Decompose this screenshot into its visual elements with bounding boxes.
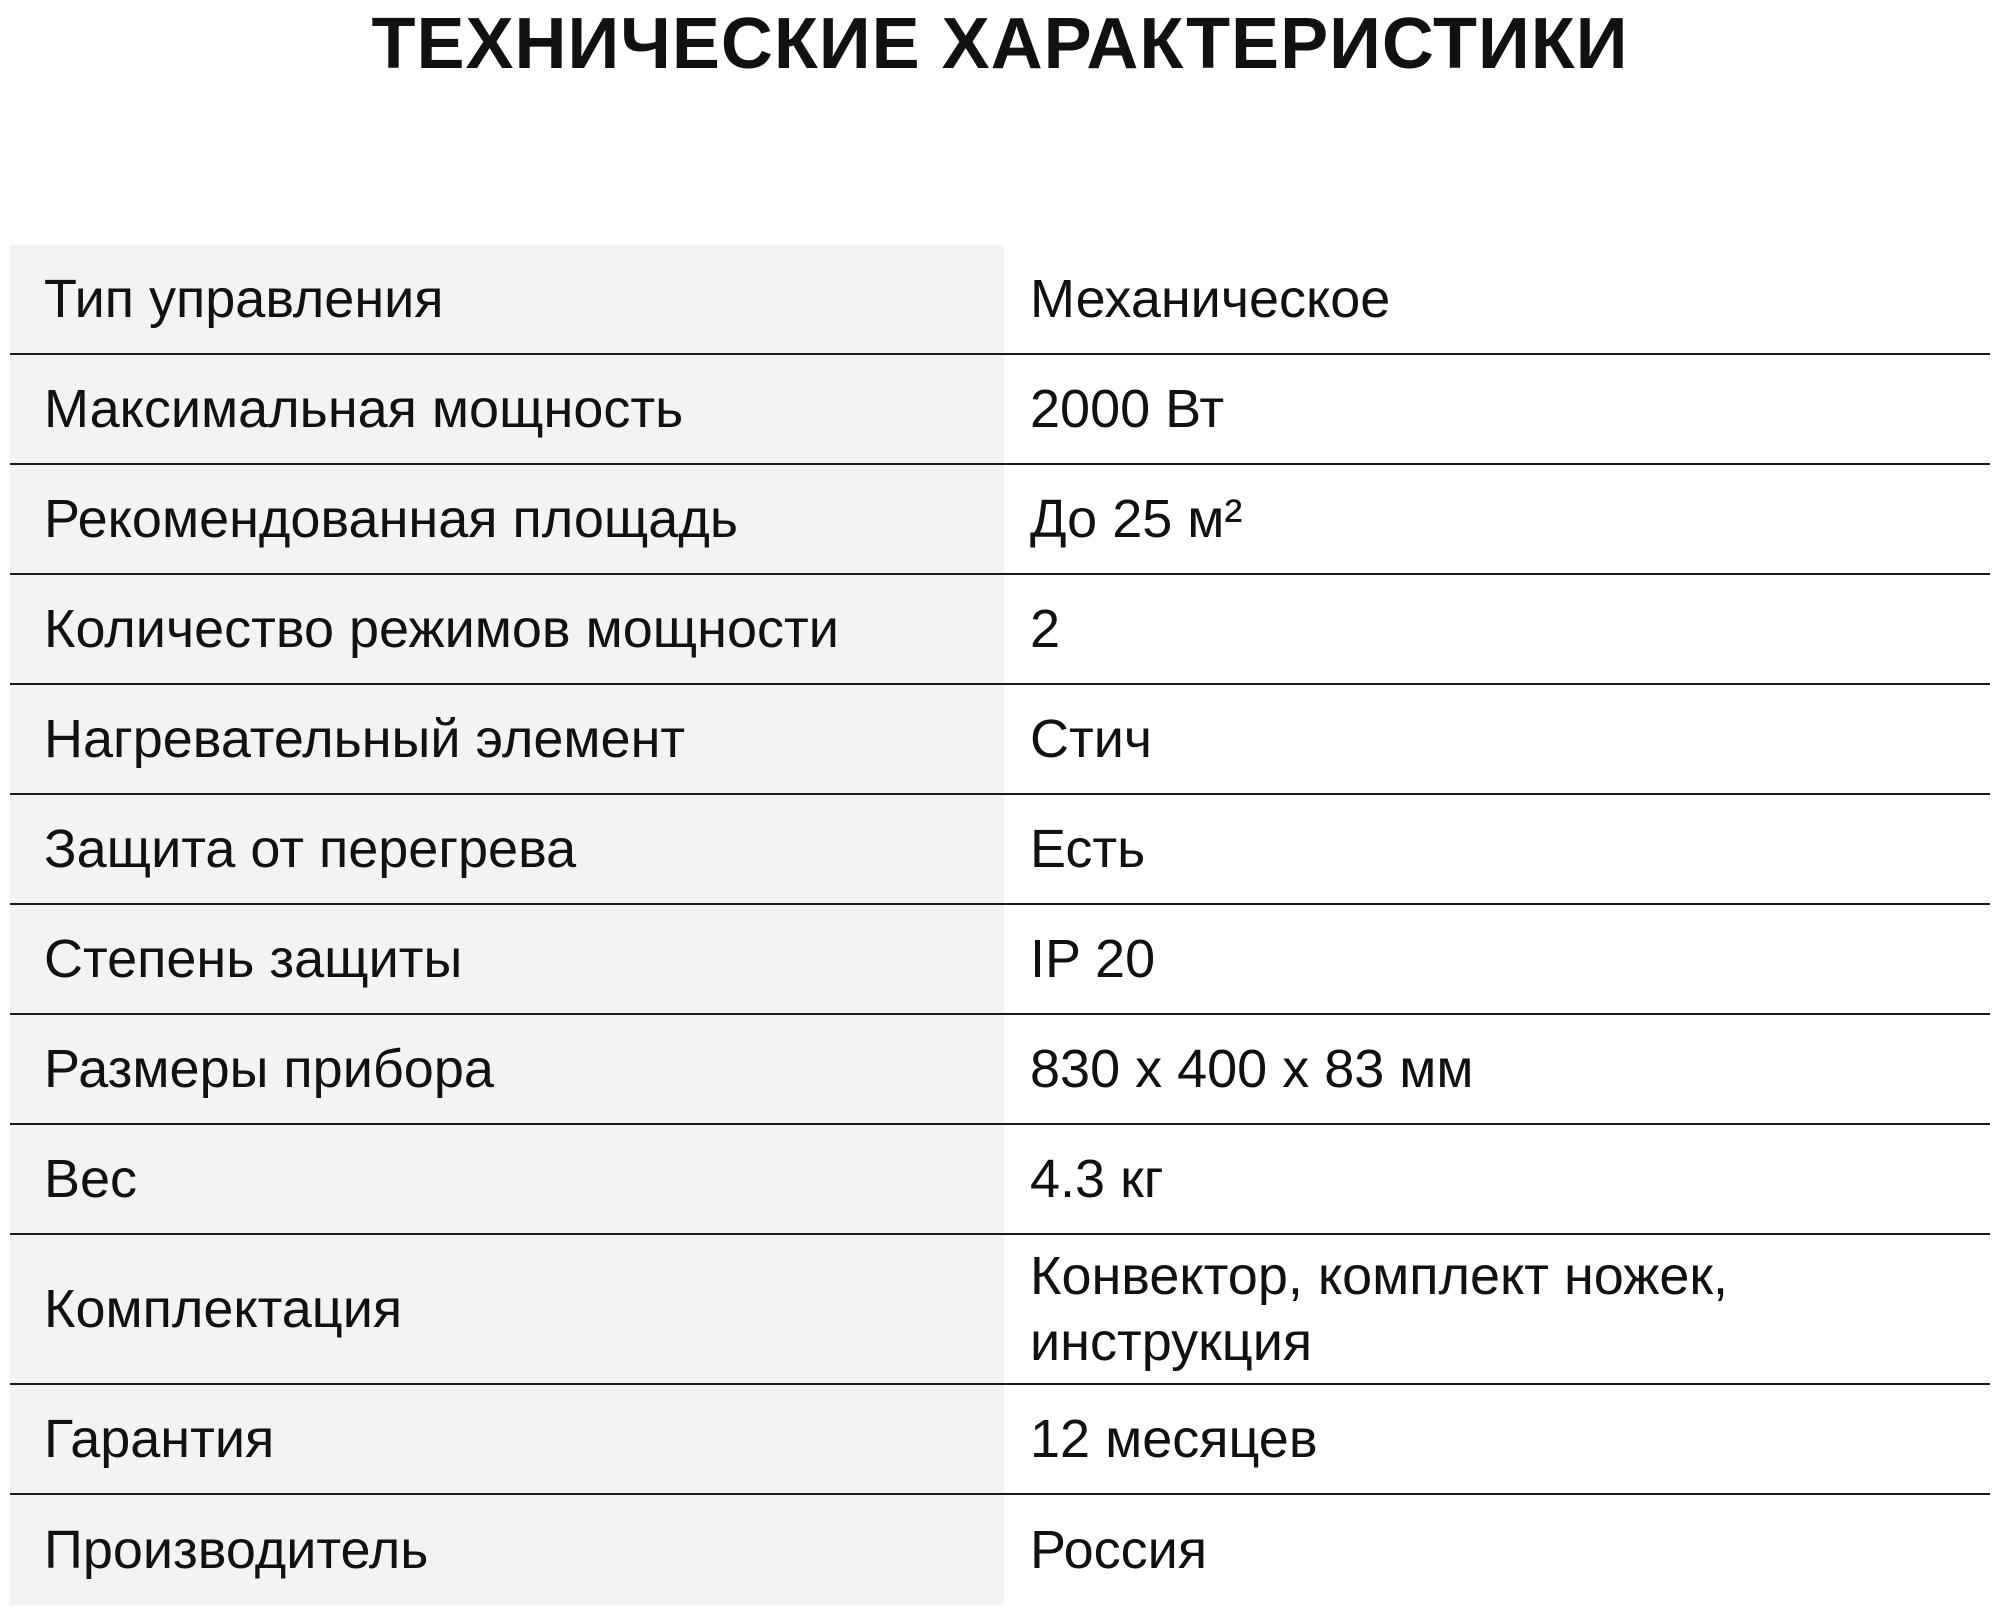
spec-label: Защита от перегрева [10,795,1004,903]
spec-row-warranty [10,1385,1990,1495]
spec-value-text: 830 х 400 х 83 мм [1030,1039,1474,1099]
spec-table [10,245,1990,1605]
spec-label: Количество режимов мощности [10,575,1004,683]
spec-row-package-contents [10,1235,1990,1385]
spec-label: Размеры прибора [10,1015,1004,1123]
spec-value [1004,1015,1990,1123]
spec-row-control-type [10,245,1990,355]
spec-row-area [10,465,1990,575]
spec-value [1004,355,1990,463]
page-title: ТЕХНИЧЕСКИЕ ХАРАКТЕРИСТИКИ [371,4,1629,84]
spec-label: Производитель [10,1495,1004,1605]
spec-row-manufacturer [10,1495,1990,1605]
spec-value-text: 4.3 кг [1030,1149,1164,1209]
spec-value-text: Есть [1030,819,1146,879]
spec-row-dimensions [10,1015,1990,1125]
spec-value [1004,795,1990,903]
spec-value [1004,1495,1990,1605]
spec-value-text: Стич [1030,709,1153,769]
spec-row-max-power [10,355,1990,465]
spec-value-text: До 25 м² [1030,489,1243,549]
spec-value-text: Россия [1030,1520,1208,1580]
spec-label: Тип управления [10,245,1004,353]
spec-label: Гарантия [10,1385,1004,1493]
spec-label: Нагревательный элемент [10,685,1004,793]
spec-value [1004,1385,1990,1493]
spec-value-text: Механическое [1030,269,1391,329]
spec-label: Степень защиты [10,905,1004,1013]
spec-label: Рекомендованная площадь [10,465,1004,573]
spec-row-power-modes [10,575,1990,685]
spec-label: Максимальная мощность [10,355,1004,463]
spec-row-weight [10,1125,1990,1235]
spec-label: Вес [10,1125,1004,1233]
spec-row-heating-element [10,685,1990,795]
spec-value-text: Конвектор, комплект ножек, инструкция [1030,1246,1729,1372]
spec-value [1004,685,1990,793]
spec-value [1004,905,1990,1013]
spec-value [1004,1235,1990,1383]
spec-row-ip-rating [10,905,1990,1015]
spec-value-text: 12 месяцев [1030,1409,1318,1469]
spec-value [1004,1125,1990,1233]
spec-value-text: IP 20 [1030,929,1156,989]
spec-value-text: 2 [1030,599,1061,659]
spec-value [1004,575,1990,683]
spec-value [1004,465,1990,573]
spec-value-text: 2000 Вт [1030,379,1225,439]
spec-label: Комплектация [10,1235,1004,1383]
spec-row-overheat-protection [10,795,1990,905]
spec-value [1004,245,1990,353]
